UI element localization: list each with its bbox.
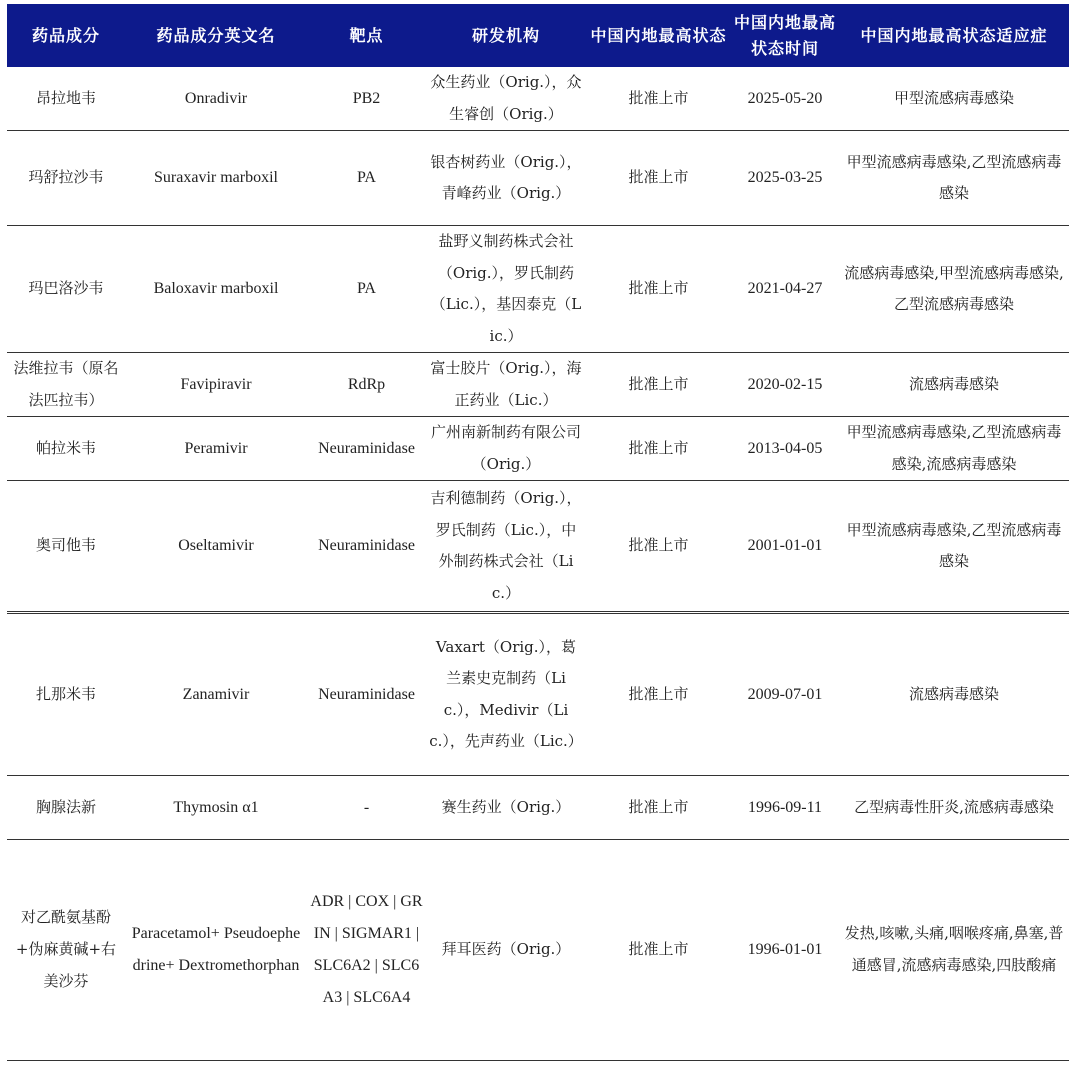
cell-organization: 吉利德制药（Orig.），罗氏制药（Lic.），中外制药株式会社（Lic.） xyxy=(426,481,586,613)
cell-indication: 甲型流感病毒感染 xyxy=(839,67,1069,131)
cell-drug-name: 昂拉地韦 xyxy=(7,67,125,131)
cell-indication: 流感病毒感染 xyxy=(839,613,1069,776)
cell-english-name: Suraxavir marboxil xyxy=(125,131,307,226)
header-status: 中国内地最高状态 xyxy=(586,4,731,67)
cell-organization: 富士胶片（Orig.），海正药业（Lic.） xyxy=(426,353,586,417)
table-body xyxy=(7,67,1069,1061)
cell-indication: 甲型流感病毒感染,乙型流感病毒感染 xyxy=(839,481,1069,613)
cell-organization: 广州南新制药有限公司（Orig.） xyxy=(426,417,586,481)
cell-target: RdRp xyxy=(307,353,426,417)
cell-status-date: 2025-05-20 xyxy=(731,67,839,131)
cell-indication: 流感病毒感染,甲型流感病毒感染,乙型流感病毒感染 xyxy=(839,226,1069,353)
table-row xyxy=(7,417,1069,481)
cell-drug-name: 扎那米韦 xyxy=(7,613,125,776)
cell-status-date: 2009-07-01 xyxy=(731,613,839,776)
cell-status-date: 2025-03-25 xyxy=(731,131,839,226)
cell-drug-name: 玛巴洛沙韦 xyxy=(7,226,125,353)
cell-english-name: Peramivir xyxy=(125,417,307,481)
cell-english-name: Oseltamivir xyxy=(125,481,307,613)
table-row xyxy=(7,353,1069,417)
cell-organization: 赛生药业（Orig.） xyxy=(426,776,586,840)
drug-table xyxy=(7,4,1069,1061)
table-row xyxy=(7,226,1069,353)
cell-english-name: Baloxavir marboxil xyxy=(125,226,307,353)
cell-organization: 银杏树药业（Orig.），青峰药业（Orig.） xyxy=(426,131,586,226)
header-indication: 中国内地最高状态适应症 xyxy=(839,4,1069,67)
cell-indication: 乙型病毒性肝炎,流感病毒感染 xyxy=(839,776,1069,840)
table-row xyxy=(7,613,1069,776)
table-row xyxy=(7,776,1069,840)
cell-english-name: Thymosin α1 xyxy=(125,776,307,840)
cell-status: 批准上市 xyxy=(586,353,731,417)
cell-status-date: 2001-01-01 xyxy=(731,481,839,613)
header-row xyxy=(7,4,1069,67)
cell-drug-name: 玛舒拉沙韦 xyxy=(7,131,125,226)
table-row xyxy=(7,131,1069,226)
table-header xyxy=(7,4,1069,67)
cell-status-date: 1996-01-01 xyxy=(731,840,839,1061)
cell-status: 批准上市 xyxy=(586,840,731,1061)
header-drug-name: 药品成分 xyxy=(7,4,125,67)
cell-english-name: Favipiravir xyxy=(125,353,307,417)
cell-organization: 拜耳医药（Orig.） xyxy=(426,840,586,1061)
header-status-date: 中国内地最高状态时间 xyxy=(731,4,839,67)
cell-indication: 甲型流感病毒感染,乙型流感病毒感染,流感病毒感染 xyxy=(839,417,1069,481)
header-target: 靶点 xyxy=(307,4,426,67)
cell-target: PB2 xyxy=(307,67,426,131)
cell-status-date: 2013-04-05 xyxy=(731,417,839,481)
cell-drug-name: 对乙酰氨基酚+伪麻黄碱+右美沙芬 xyxy=(7,840,125,1061)
cell-status: 批准上市 xyxy=(586,226,731,353)
cell-drug-name: 帕拉米韦 xyxy=(7,417,125,481)
cell-drug-name: 奥司他韦 xyxy=(7,481,125,613)
cell-status: 批准上市 xyxy=(586,776,731,840)
cell-target: - xyxy=(307,776,426,840)
table-row xyxy=(7,840,1069,1061)
cell-english-name: Paracetamol+ Pseudoephedrine+ Dextromethorphan xyxy=(125,840,307,1061)
cell-target: Neuraminidase xyxy=(307,417,426,481)
cell-status: 批准上市 xyxy=(586,131,731,226)
cell-target: PA xyxy=(307,226,426,353)
cell-target: Neuraminidase xyxy=(307,613,426,776)
cell-target: Neuraminidase xyxy=(307,481,426,613)
cell-indication: 甲型流感病毒感染,乙型流感病毒感染 xyxy=(839,131,1069,226)
cell-target: PA xyxy=(307,131,426,226)
cell-target: ADR | COX | GRIN | SIGMAR1 | SLC6A2 | SLC6A3 | SLC6A4 xyxy=(307,840,426,1061)
cell-english-name: Zanamivir xyxy=(125,613,307,776)
cell-status-date: 2020-02-15 xyxy=(731,353,839,417)
cell-status: 批准上市 xyxy=(586,613,731,776)
cell-status-date: 1996-09-11 xyxy=(731,776,839,840)
table-row xyxy=(7,67,1069,131)
cell-status: 批准上市 xyxy=(586,67,731,131)
header-english-name: 药品成分英文名 xyxy=(125,4,307,67)
table-row xyxy=(7,481,1069,613)
cell-organization: 盐野义制药株式会社（Orig.），罗氏制药（Lic.），基因泰克（Lic.） xyxy=(426,226,586,353)
cell-english-name: Onradivir xyxy=(125,67,307,131)
cell-status: 批准上市 xyxy=(586,481,731,613)
cell-status-date: 2021-04-27 xyxy=(731,226,839,353)
cell-organization: Vaxart（Orig.），葛兰素史克制药（Lic.），Medivir（Lic.），先声药业（Lic.） xyxy=(426,613,586,776)
cell-drug-name: 胸腺法新 xyxy=(7,776,125,840)
cell-drug-name: 法维拉韦（原名法匹拉韦） xyxy=(7,353,125,417)
header-organization: 研发机构 xyxy=(426,4,586,67)
cell-status: 批准上市 xyxy=(586,417,731,481)
cell-indication: 发热,咳嗽,头痛,咽喉疼痛,鼻塞,普通感冒,流感病毒感染,四肢酸痛 xyxy=(839,840,1069,1061)
cell-indication: 流感病毒感染 xyxy=(839,353,1069,417)
cell-organization: 众生药业（Orig.），众生睿创（Orig.） xyxy=(426,67,586,131)
